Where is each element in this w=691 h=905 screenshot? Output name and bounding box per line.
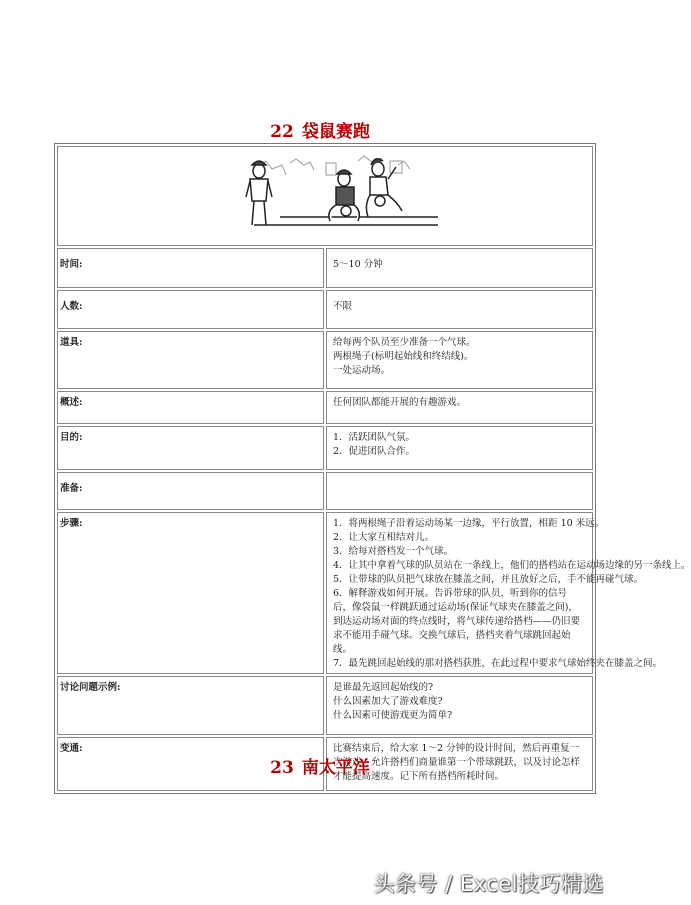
row-label: 准备: xyxy=(57,472,324,510)
row-label: 时间: xyxy=(57,248,324,288)
row-prep xyxy=(57,472,593,510)
row-discussion xyxy=(57,676,593,735)
illustration-cell xyxy=(57,146,593,246)
kangaroo-race-illustration xyxy=(58,147,594,243)
row-value xyxy=(326,472,593,510)
game-name: 南太平洋 xyxy=(301,758,370,778)
game-name: 袋鼠赛跑 xyxy=(301,122,370,142)
row-overview xyxy=(57,391,593,424)
row-label: 道具: xyxy=(57,331,324,389)
row-value: 是谁最先返回起始线的? 什么因素加大了游戏难度? 什么因素可使游戏更为简单? xyxy=(326,676,593,735)
row-goal xyxy=(57,426,593,470)
row-value: 任何团队都能开展的有趣游戏。 xyxy=(326,391,593,424)
row-value: 1．活跃团队气氛。 2．促进团队合作。 xyxy=(326,426,593,470)
row-label: 变通: xyxy=(57,737,324,791)
row-value: 不限 xyxy=(326,290,593,329)
game-number: 22 xyxy=(270,122,294,142)
row-value: 5～10 分钟 xyxy=(326,248,593,288)
game-22-table xyxy=(54,143,691,794)
row-value: 1．将两根绳子沿着运动场某一边缘，平行放置，相距 10 米远。 2．让大家互相结对儿。 3．给每对搭档发一个气球。 4．让其中拿着气球的队员站在一条线上，他们的搭档站在运动场边缘的另一条线上。 5．让带球的队员把气球放在膝盖之间，并且放好之后，手不能再碰气球。 6．解释游戏如何开展。告诉带球的队员，听到你的信号后，像袋鼠一样跳跃通过运动场(保证气球夹在膝盖之间)，到达运动场对面的终点线时，将气球传递给搭档——仍旧要求不能用手碰气球。交换气球后，搭档夹着气球跳回起始线。 7．最先跳回起始线的那对搭档获胜，在此过程中要求气球始终夹在膝盖之间。 xyxy=(326,512,593,674)
row-value: 给每两个队员至少准备一个气球。 两根绳子(标明起始线和终结线)。 一处运动场。 xyxy=(326,331,593,389)
row-props xyxy=(57,331,593,389)
row-time xyxy=(57,248,593,288)
row-people xyxy=(57,290,593,329)
watermark: 头条号 / Excel技巧精选 xyxy=(373,872,604,896)
row-label: 人数: xyxy=(57,290,324,329)
game-23-title xyxy=(0,753,640,778)
row-value: 比赛结束后，给大家 1～2 分钟的设计时间，然后再重复一次游戏。允许搭档们商量谁第一个带球跳跃，以及讨论怎样才能提高速度。记下所有搭档所耗时间。 xyxy=(326,737,593,791)
row-steps xyxy=(57,512,593,674)
game-number: 23 xyxy=(270,758,294,778)
row-label: 目的: xyxy=(57,426,324,470)
game-22-title xyxy=(0,117,640,142)
row-label: 讨论问题示例: xyxy=(57,676,324,735)
row-label: 概述: xyxy=(57,391,324,424)
row-label: 步骤: xyxy=(57,512,324,674)
